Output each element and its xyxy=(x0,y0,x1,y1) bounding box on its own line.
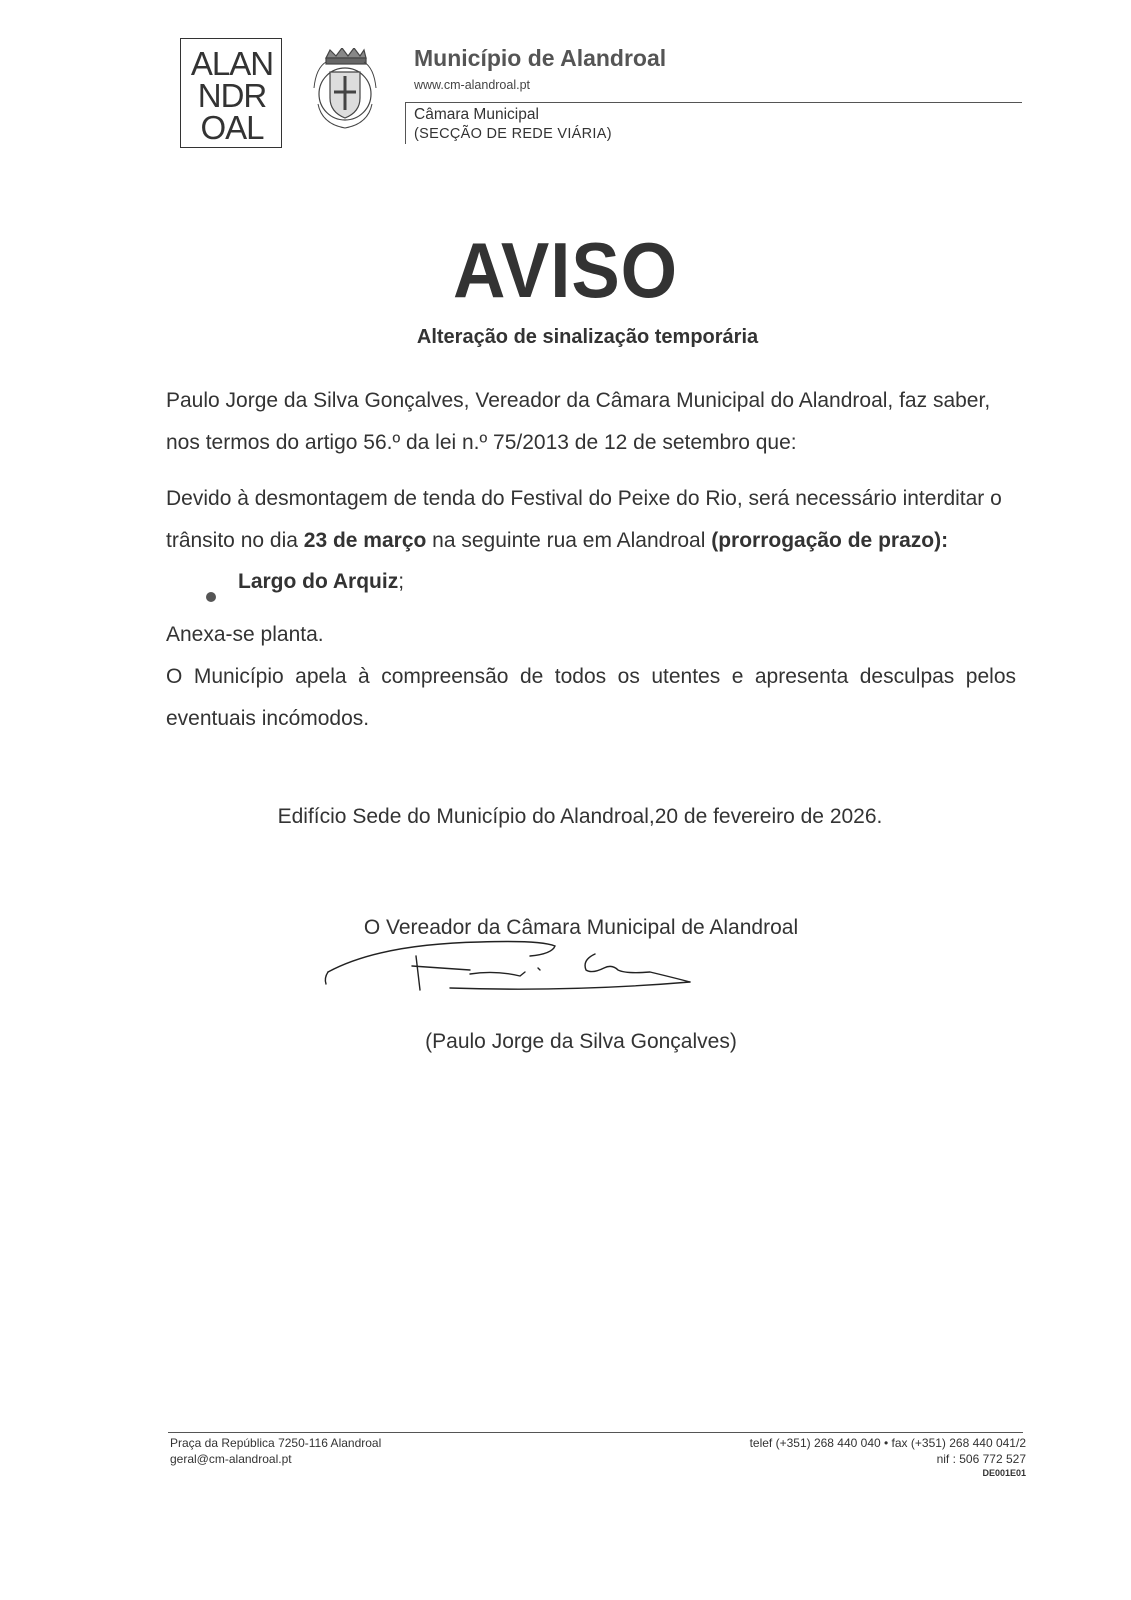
footer-address: Praça da República 7250-116 Alandroal xyxy=(170,1436,382,1450)
attachment-note: Anexa-se planta. xyxy=(166,623,324,646)
apology-paragraph: O Município apela à compreensão de todos os utentes e apresenta desculpas pelos eventuais incómodos. xyxy=(166,665,1016,730)
logo-line-1: ALAN xyxy=(190,45,274,82)
logo-line-3: OAL xyxy=(200,109,264,146)
municipality-website: www.cm-alandroal.pt xyxy=(414,78,531,92)
street-list-item xyxy=(238,570,404,594)
closure-text-2: na seguinte rua em Alandroal xyxy=(426,529,712,552)
footer-divider xyxy=(168,1432,1023,1433)
intro-paragraph: Paulo Jorge da Silva Gonçalves, Vereador da Câmara Municipal do Alandroal, faz saber, nos termos do artigo 56.º da lei n.º 75/2013 de 12 de setembro que: xyxy=(166,389,991,454)
section-name: (SECÇÃO DE REDE VIÁRIA) xyxy=(414,126,612,142)
footer-email: geral@cm-alandroal.pt xyxy=(170,1452,292,1466)
signer-name: (Paulo Jorge da Silva Gonçalves) xyxy=(425,1030,737,1053)
handwritten-signature xyxy=(320,934,710,1014)
street-suffix: ; xyxy=(398,570,405,593)
coat-of-arms-icon xyxy=(312,48,378,134)
closure-extension: (prorrogação de prazo): xyxy=(711,529,949,552)
footer-phone: telef (+351) 268 440 040 • fax (+351) 268 440 041/2 xyxy=(749,1436,1026,1450)
signer-title: O Vereador da Câmara Municipal de Alandroal xyxy=(363,916,799,939)
header-divider-vertical xyxy=(405,102,406,144)
notice-title: AVISO xyxy=(452,226,679,314)
municipality-logo xyxy=(180,38,282,148)
closure-text-1: Devido à desmontagem de tenda do Festival do Peixe do Rio, será necessário interditar o trânsito no dia xyxy=(166,487,1002,552)
footer-nif: nif : 506 772 527 xyxy=(936,1452,1026,1466)
municipality-name: Município de Alandroal xyxy=(414,45,667,71)
notice-subtitle: Alteração de sinalização temporária xyxy=(416,326,759,348)
closure-paragraph xyxy=(166,478,1016,562)
bullet-icon xyxy=(206,592,216,602)
department-name: Câmara Municipal xyxy=(414,106,539,123)
footer-document-code: DE001E01 xyxy=(982,1468,1026,1478)
logo-line-2: NDR xyxy=(197,77,267,114)
place-and-date: Edifício Sede do Município do Alandroal,20 de fevereiro de 2026. xyxy=(277,805,883,828)
closure-date: 23 de março xyxy=(303,529,427,552)
header-divider xyxy=(405,102,1022,103)
street-name: Largo do Arquiz xyxy=(238,570,399,593)
